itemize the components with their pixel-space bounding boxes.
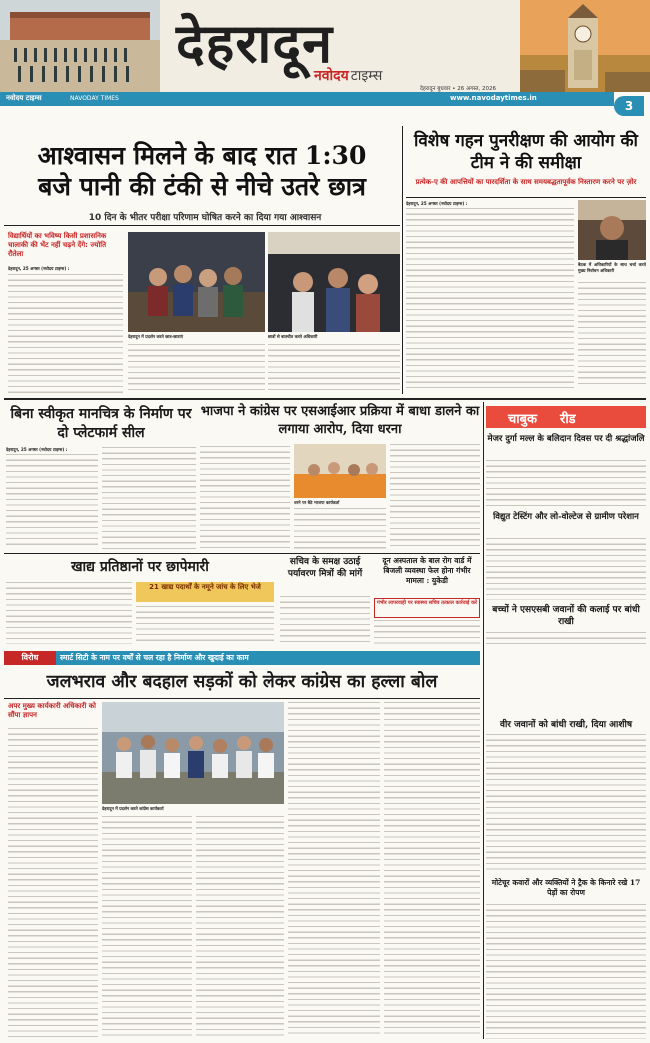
column-rule xyxy=(402,126,403,394)
raksha-bandhan-body xyxy=(486,632,646,644)
lead-caption-2: छात्रों से बातचीत करते अधिकारी xyxy=(268,334,318,339)
bottom-ticker-text: स्मार्ट सिटी के नाम पर वर्षों से चल रहा है निर्माण और खुदाई का काम xyxy=(60,653,249,662)
lead-photo-1 xyxy=(128,232,265,332)
city-label: देहरादून xyxy=(420,86,436,92)
section-rule xyxy=(4,398,646,400)
lead-dateline: देहरादून, 25 अगस्त (नवोदय टाइम्स) : xyxy=(8,266,70,271)
divider xyxy=(4,698,480,699)
bjp-body-3 xyxy=(390,444,480,549)
bottom-body-5 xyxy=(384,702,480,1038)
brand-suffix: टाइम्स xyxy=(350,68,383,84)
platform-seal-headline: बिना स्वीकृत मानचित्र के निर्माण पर दो प्लेटफार्म सील xyxy=(10,406,192,441)
hospital-headline: दून अस्पताल के बाल रोग वार्ड में बिजली व्यवस्था फेल होना गंभीर मामला : युकेडी xyxy=(382,556,472,585)
masthead-dateline xyxy=(420,84,496,92)
tree-plantation-body xyxy=(486,904,646,1039)
food-samples-box: 21 खाद्य पदार्थों के नमूने जांच के लिए भेजे xyxy=(136,582,274,602)
environment-headline: सचिव के समक्ष उठाई पर्यावरण मित्रों की मांगें xyxy=(287,557,363,579)
platform-seal-body-1 xyxy=(6,454,98,549)
lead-photo-2 xyxy=(268,232,400,332)
bottom-ticker xyxy=(4,651,480,665)
strip-brand-english: NAVODAY TIMES xyxy=(70,95,119,102)
lead-caption-1: देहरादून में प्रदर्शन करते छात्र-छात्राएं xyxy=(128,334,184,339)
electricity-body xyxy=(486,538,646,600)
bjp-body-1 xyxy=(200,446,290,549)
bottom-caption: देहरादून में प्रदर्शन करते कांग्रेस कार्यकर्ता xyxy=(102,806,164,811)
bottom-side-head: अपर मुख्य कार्यकारी अधिकारी को सौंपा ज्ञापन xyxy=(8,702,96,719)
lead-body-col3 xyxy=(268,344,400,394)
hospital-quote: गंभीर लापरवाही पर स्वास्थ्य सचिव तत्काल कार्रवाई करें xyxy=(374,598,480,618)
platform-seal-body-2 xyxy=(102,447,196,549)
chabuk-read-banner xyxy=(486,406,646,428)
right-lead-photo xyxy=(578,200,646,260)
bjp-caption: धरने पर बैठे भाजपा कार्यकर्ता xyxy=(294,500,340,505)
army-rakhi-headline: वीर जवानों को बांधी राखी, दिया आशीष xyxy=(499,720,633,730)
divider xyxy=(4,225,400,226)
lead-headline-line2: बजे पानी की टंकी से नीचे उतरे छात्र xyxy=(38,172,366,201)
read-label: रीड xyxy=(560,412,576,427)
right-lead-headline: विशेष गहन पुनरीक्षण की आयोग की टीम ने की समीक्षा xyxy=(414,131,638,173)
right-lead-body xyxy=(406,208,574,388)
chabuk-label: चाबुक xyxy=(508,412,538,427)
right-lead-dateline: देहरादून, 25 अगस्त (नवोदय टाइम्स) : xyxy=(406,201,468,206)
divider xyxy=(4,553,480,554)
raksha-bandhan-headline: बच्चों ने एसएसबी जवानों की कलाई पर बांधी राखी xyxy=(492,605,640,627)
bottom-body-4 xyxy=(288,702,380,1038)
bjp-body-2 xyxy=(294,508,386,549)
bottom-photo xyxy=(102,702,284,804)
food-raid-body-1 xyxy=(6,582,132,644)
bottom-tag: विरोध xyxy=(4,651,56,665)
lead-body-col1 xyxy=(8,274,123,394)
masthead-photo-left xyxy=(0,0,160,92)
right-lead-body-2 xyxy=(578,282,646,388)
lead-body-col2 xyxy=(128,344,265,394)
environment-body xyxy=(280,596,370,644)
issue-date: बुधवार • 26 अगस्त, 2026 xyxy=(437,86,497,92)
durga-mall-body xyxy=(486,460,646,510)
brand-prefix: नवोदय xyxy=(314,68,349,84)
right-lead-subhead: प्रत्येक-ए की आपत्तियों का पारदर्शिता के साथ समयबद्धतापूर्वक निस्तारण करने पर ज़ोर xyxy=(415,178,637,186)
bjp-photo xyxy=(294,444,386,498)
page-number-badge xyxy=(614,96,644,116)
bjp-headline: भाजपा ने कांग्रेस पर एसआईआर प्रक्रिया में बाधा डालने का लगाया आरोप, दिया धरना xyxy=(200,404,480,437)
lead-subhead: 10 दिन के भीतर परीक्षा परिणाम घोषित करने का दिया गया आश्वासन xyxy=(88,213,322,223)
lead-headline xyxy=(4,140,400,202)
masthead-strip xyxy=(0,92,614,106)
bottom-headline: जलभराव और बदहाल सड़कों को लेकर कांग्रेस का हल्ला बोल xyxy=(46,672,438,692)
column-rule xyxy=(483,402,484,1039)
food-raid-headline: खाद्य प्रतिष्ठानों पर छापेमारी xyxy=(71,559,209,575)
right-lead-caption: बैठक में अधिकारियों के साथ चर्चा करते मुख्य निर्वाचन अधिकारी xyxy=(578,262,646,273)
bottom-body-1 xyxy=(8,728,98,1038)
website-link[interactable]: www.navodaytimes.in xyxy=(450,94,537,102)
tree-plantation-headline: मोटेचूर कवारों और व्यक्तियों ने ट्रैक के किनारे रखे 17 पेड़ों का रोपण xyxy=(491,878,641,897)
bottom-body-3 xyxy=(196,816,284,1038)
durga-mall-headline: मेजर दुर्गा मल्ल के बलिदान दिवस पर दी श्रद्धांजलि xyxy=(487,434,645,444)
masthead-brand xyxy=(314,66,382,85)
masthead-photo-right xyxy=(520,0,650,92)
masthead-title: देहरादून xyxy=(176,11,334,75)
page-number: 3 xyxy=(624,99,634,113)
electricity-headline: विद्युत टेस्टिंग और लो-वोल्टेज से ग्रामीण परेशान xyxy=(493,512,639,522)
food-raid-body-2 xyxy=(136,606,274,644)
hospital-body xyxy=(374,620,480,644)
army-rakhi-body xyxy=(486,734,646,874)
platform-seal-dateline: देहरादून, 25 अगस्त (नवोदय टाइम्स) : xyxy=(6,447,68,452)
lead-side-head: विद्यार्थियों का भविष्य किसी प्रशासनिक चालाकी की भेंट नहीं चढ़ने देंगे: ज्योति रौतेला xyxy=(8,232,107,258)
bottom-body-2 xyxy=(102,816,192,1038)
lead-headline-line1: आश्वासन मिलने के बाद रात 1:30 xyxy=(37,141,367,170)
strip-brand: नवोदय टाइम्स xyxy=(6,94,42,102)
divider xyxy=(406,197,646,198)
